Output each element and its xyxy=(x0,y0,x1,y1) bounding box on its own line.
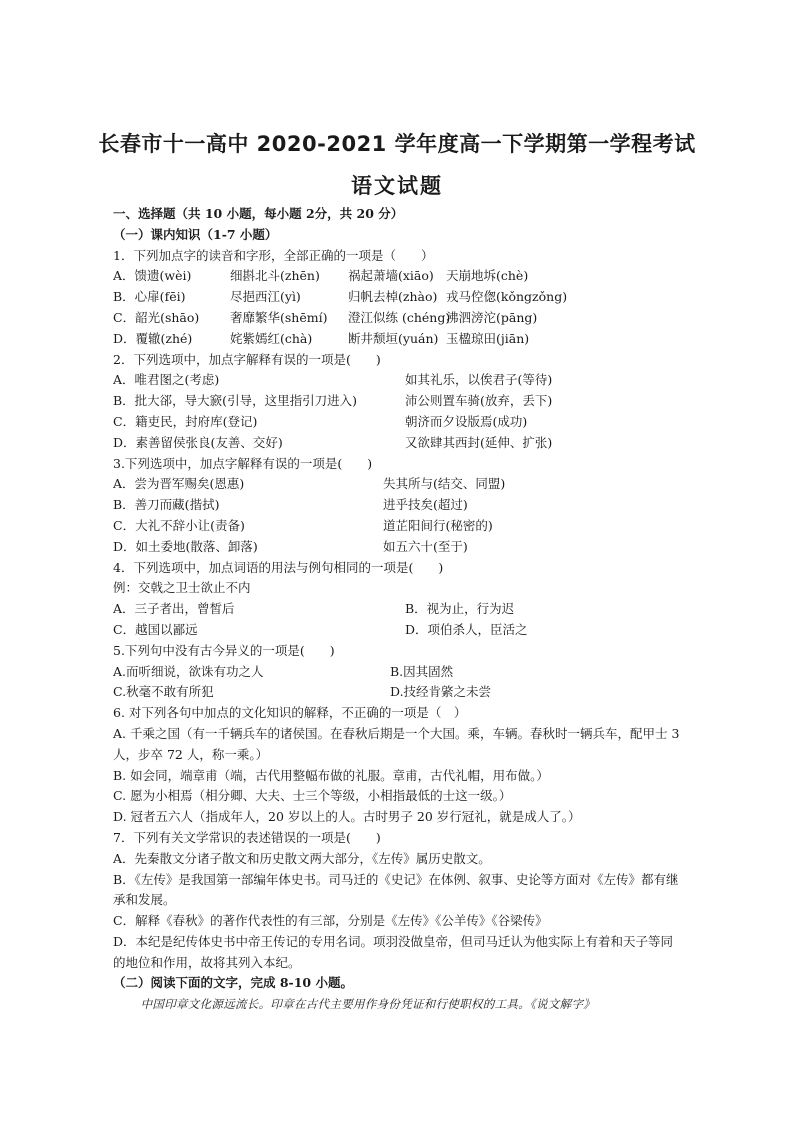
option-item: 失其所与(结交、同盟) xyxy=(383,476,506,492)
subsection-heading: （一）课内知识（1-7 小题） xyxy=(113,226,278,242)
option-item: 归帆去棹(zhào) xyxy=(348,289,438,305)
question-stem: 1．下列加点字的读音和字形，全部正确的一项是（ ） xyxy=(113,247,434,263)
question-1 xyxy=(113,246,685,350)
option-row xyxy=(113,370,685,391)
option-item: A．馈遗(wèi) xyxy=(113,268,192,284)
question-3 xyxy=(113,454,685,558)
option-item: 如其礼乐，以俟君子(等待) xyxy=(405,372,553,388)
exam-content xyxy=(113,204,685,1015)
option-item: 玉楹琼田(jiān) xyxy=(446,330,530,346)
option-row xyxy=(113,287,685,308)
question-stem: 4．下列选项中，加点词语的用法与例句相同的一项是( ) xyxy=(113,559,444,575)
option-item: 沸泗滂沱(pāng) xyxy=(446,309,538,325)
question-stem: 2．下列选项中，加点字解释有误的一项是( ) xyxy=(113,351,381,367)
option-item: D．如土委地(散落、卸落) xyxy=(113,538,258,554)
question-example: 例：交戟之卫士欲止不内 xyxy=(113,580,251,596)
section-heading: （二）阅读下面的文字，完成 8-10 小题。 xyxy=(113,975,353,991)
option-item: B．《左传》是我国第一部编年体史书。司马迁的《史记》在体例、叙事、史论等方面对《左传》都有继承和发展。 xyxy=(113,871,679,908)
option-item: 姹紫嫣红(chà) xyxy=(230,330,313,346)
option-item: A．三子者出，曾皙后 xyxy=(113,601,235,617)
option-item: D．素善留侯张良(友善、交好) xyxy=(113,434,283,450)
reading-passage: 中国印章文化源远流长。印章在古代主要用作身份凭证和行使职权的工具。《说文解字》 xyxy=(140,997,596,1012)
option-row xyxy=(113,433,685,454)
option-item: C．越国以鄙远 xyxy=(113,621,198,637)
option-item: B．批大郤，导大窾(引导，这里指引刀进入) xyxy=(113,393,357,409)
option-item: A．先秦散文分诸子散文和历史散文两大部分，《左传》属历史散文。 xyxy=(113,850,491,866)
option-item: D．项伯杀人，臣活之 xyxy=(405,621,528,637)
option-item: 断井颓垣(yuán) xyxy=(348,330,439,346)
option-item: 细斟北斗(zhēn) xyxy=(230,268,320,284)
page-title: 长春市十一高中 2020-2021 学年度高一下学期第一学程考试 xyxy=(98,132,696,156)
option-item: 澄江似练 (chéng) xyxy=(348,309,451,325)
option-item: B．心扉(fēi) xyxy=(113,289,186,305)
option-item: A．唯君图之(考虑) xyxy=(113,372,220,388)
option-item: B．视为止，行为迟 xyxy=(405,601,515,617)
option-item: 朝济而夕设版焉(成功) xyxy=(405,413,528,429)
question-7 xyxy=(113,828,685,974)
option-item: C．解释《春秋》的著作代表性的有三部，分别是《左传》《公羊传》《谷梁传》 xyxy=(113,913,548,929)
option-item: D.技经肯綮之未尝 xyxy=(390,684,492,700)
question-stem: 7．下列有关文学常识的表述错误的一项是( ) xyxy=(113,829,381,845)
option-item: C.秋毫不敢有所犯 xyxy=(113,684,214,700)
option-row xyxy=(113,662,685,683)
option-item: B. 如会同，端章甫（端，古代用整幅布做的礼服。章甫，古代礼帽，用布做。） xyxy=(113,767,549,783)
option-item: B.因其固然 xyxy=(390,663,454,679)
option-row xyxy=(113,516,685,537)
option-item: A．尝为晋军赐矣(恩惠) xyxy=(113,476,245,492)
option-row xyxy=(113,266,685,287)
option-item: 进乎技矣(超过) xyxy=(383,497,468,513)
option-item: C．大礼不辞小让(责备) xyxy=(113,517,245,533)
option-row xyxy=(113,599,685,620)
option-row xyxy=(113,495,685,516)
option-item: D. 冠者五六人（指成年人，20 岁以上的人。古时男子 20 岁行冠礼，就是成人了。） xyxy=(113,809,581,825)
option-item: D．本纪是纪传体史书中帝王传记的专用名词。项羽没做皇帝，但司马迁认为他实际上有着和天子等同的地位和作用，故将其列入本纪。 xyxy=(113,933,674,970)
option-item: C．籍吏民，封府库(登记) xyxy=(113,413,258,429)
option-item: 天崩地坼(chè) xyxy=(446,268,529,284)
question-stem: 5.下列句中没有古今异义的一项是( ) xyxy=(113,642,335,658)
option-item: C．韶光(shāo) xyxy=(113,309,200,325)
question-5 xyxy=(113,641,685,703)
question-2 xyxy=(113,350,685,454)
option-item: 戎马倥偬(kǒngzǒng) xyxy=(446,289,568,305)
option-item: A. 千乘之国（有一千辆兵车的诸侯国。在春秋后期是一个大国。乘，车辆。春秋时一辆兵车，配甲士 3 人，步卒 72 人，称一乘。） xyxy=(113,725,680,762)
question-6 xyxy=(113,703,685,828)
option-item: 尽挹西江(yì) xyxy=(230,289,301,305)
option-item: 又欲肆其西封(延伸、扩张) xyxy=(405,434,553,450)
option-item: 奢靡繁华(shēmí) xyxy=(230,309,328,325)
option-row xyxy=(113,329,685,350)
option-row xyxy=(113,391,685,412)
option-item: 祸起萧墙(xiāo) xyxy=(348,268,434,284)
option-row xyxy=(113,682,685,703)
option-row xyxy=(113,308,685,329)
section-heading: 一、选择题（共 10 小题，每小题 2分，共 20 分） xyxy=(113,206,404,221)
option-item: 道芷阳间行(秘密的) xyxy=(383,517,493,533)
question-stem: 6. 对下列各句中加点的文化知识的解释，不正确的一项是（ ） xyxy=(113,705,467,721)
option-row xyxy=(113,474,685,495)
option-row xyxy=(113,620,685,641)
option-item: B．善刀而藏(揩拭) xyxy=(113,497,220,513)
option-row xyxy=(113,412,685,433)
option-item: D．覆辙(zhé) xyxy=(113,330,193,346)
page-subtitle: 语文试题 xyxy=(351,174,443,198)
option-item: A.而听细说，欲诛有功之人 xyxy=(113,663,264,679)
option-item: 沛公则置车骑(放弃，丢下) xyxy=(405,393,553,409)
option-item: C. 愿为小相焉（相分卿、大夫、士三个等级，小相指最低的士这一级。） xyxy=(113,788,512,804)
question-stem: 3.下列选项中，加点字解释有误的一项是( ) xyxy=(113,455,373,471)
option-row xyxy=(113,537,685,558)
option-item: 如五六十(至于) xyxy=(383,538,468,554)
question-4 xyxy=(113,558,685,641)
